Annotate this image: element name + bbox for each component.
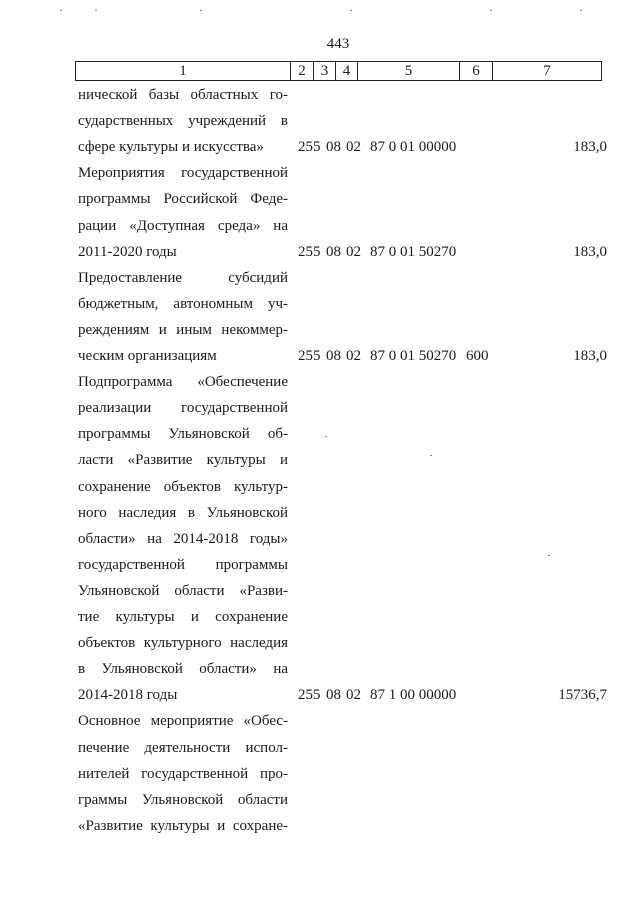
table-row	[0, 82, 640, 108]
column-header-6: 6	[460, 62, 493, 81]
section-code: 08	[326, 687, 341, 704]
row-description: 2011-2020 годы	[78, 243, 177, 260]
amount: 183,0	[573, 348, 607, 364]
row-description: Основное мероприятие «Обес-	[78, 713, 288, 730]
row-description: нителей государственной про-	[78, 765, 288, 782]
column-header-4: 4	[336, 62, 358, 81]
table-row	[0, 186, 640, 212]
scan-speck	[95, 10, 97, 11]
column-header-2: 2	[291, 62, 314, 81]
amount: 183,0	[573, 139, 607, 156]
table-row	[0, 708, 640, 734]
subsection-code: 02	[346, 139, 361, 156]
scan-speck	[548, 555, 550, 556]
row-description: печение деятельности испол-	[78, 739, 288, 756]
table-row	[0, 291, 640, 317]
budget-code: 255	[298, 243, 321, 260]
row-description: рации «Доступная среда» на	[78, 217, 288, 234]
table-row	[0, 265, 640, 291]
table-row	[0, 239, 640, 265]
table-row	[0, 213, 640, 239]
scan-speck	[60, 10, 62, 11]
row-description: объектов культурного наследия	[78, 635, 288, 652]
column-header-1: 1	[76, 62, 291, 81]
row-description: ласти «Развитие культуры и	[78, 452, 288, 469]
table-row	[0, 787, 640, 813]
subsection-code: 02	[346, 348, 361, 364]
row-description: тие культуры и сохранение	[78, 609, 288, 625]
row-description: программы Ульяновской об-	[78, 426, 288, 443]
table-row	[0, 630, 640, 656]
row-description: сфере культуры и искусства»	[78, 139, 264, 156]
row-description: Мероприятия государственной	[78, 165, 288, 182]
row-description: программы Российской Феде-	[78, 191, 288, 208]
table-row	[0, 735, 640, 761]
table-row	[0, 761, 640, 787]
budget-code: 255	[298, 687, 321, 704]
table-row	[0, 369, 640, 395]
subsection-code: 02	[346, 687, 361, 704]
row-description: реждениям и иным некоммер-	[78, 321, 288, 338]
row-description: нической базы областных го-	[78, 87, 288, 103]
row-description: Ульяновской области «Разви-	[78, 582, 288, 599]
amount: 183,0	[573, 243, 607, 260]
table-row	[0, 317, 640, 343]
section-code: 08	[326, 243, 341, 260]
row-description: государственной программы	[78, 556, 288, 573]
row-description: Предоставление субсидий	[78, 269, 288, 286]
section-code: 08	[326, 139, 341, 156]
row-description: граммы Ульяновской области	[78, 791, 288, 808]
expense-type-code: 600	[466, 348, 489, 364]
table-row	[0, 604, 640, 630]
table-row	[0, 682, 640, 708]
table-row	[0, 500, 640, 526]
row-description: Подпрограмма «Обеспечение	[78, 374, 288, 391]
table-row	[0, 447, 640, 473]
table-row	[0, 578, 640, 604]
column-header-5: 5	[358, 62, 460, 81]
subsection-code: 02	[346, 243, 361, 260]
table-row	[0, 813, 640, 839]
row-description: ного наследия в Ульяновской	[78, 504, 288, 521]
row-description: 2014-2018 годы	[78, 687, 178, 704]
target-article-code: 87 0 01 50270	[370, 243, 457, 260]
column-header-7: 7	[493, 62, 602, 81]
scan-speck	[430, 455, 432, 456]
row-description: реализации государственной	[78, 400, 288, 417]
row-description: «Развитие культуры и сохране-	[78, 817, 288, 834]
budget-code: 255	[298, 139, 321, 156]
scan-speck	[350, 10, 352, 11]
row-description: сохранение объектов культур-	[78, 478, 288, 495]
table-row	[0, 160, 640, 186]
column-header-row	[76, 62, 602, 81]
row-description: ческим организациям	[78, 348, 217, 364]
row-description: сударственных учреждений в	[78, 113, 288, 130]
row-description: в Ульяновской области» на	[78, 661, 288, 678]
row-description: бюджетным, автономным уч-	[78, 295, 288, 312]
table-row	[0, 656, 640, 682]
scan-speck	[580, 10, 582, 11]
target-article-code: 87 1 00 00000	[370, 687, 457, 704]
table-row	[0, 474, 640, 500]
table-row	[0, 421, 640, 447]
target-article-code: 87 0 01 00000	[370, 139, 457, 156]
row-description: области» на 2014-2018 годы»	[78, 530, 288, 547]
table-row	[0, 395, 640, 421]
table-row	[0, 108, 640, 134]
table-row	[0, 134, 640, 160]
table-row	[0, 343, 640, 369]
column-header-3: 3	[314, 62, 336, 81]
scan-speck	[200, 10, 202, 11]
column-header-table	[75, 61, 602, 81]
page-number: 443	[326, 36, 350, 52]
scan-speck	[490, 10, 492, 11]
table-row	[0, 526, 640, 552]
section-code: 08	[326, 348, 341, 364]
table-row	[0, 552, 640, 578]
target-article-code: 87 0 01 50270	[370, 348, 457, 364]
budget-code: 255	[298, 348, 321, 364]
amount: 15736,7	[558, 687, 607, 704]
scan-speck	[325, 436, 327, 437]
